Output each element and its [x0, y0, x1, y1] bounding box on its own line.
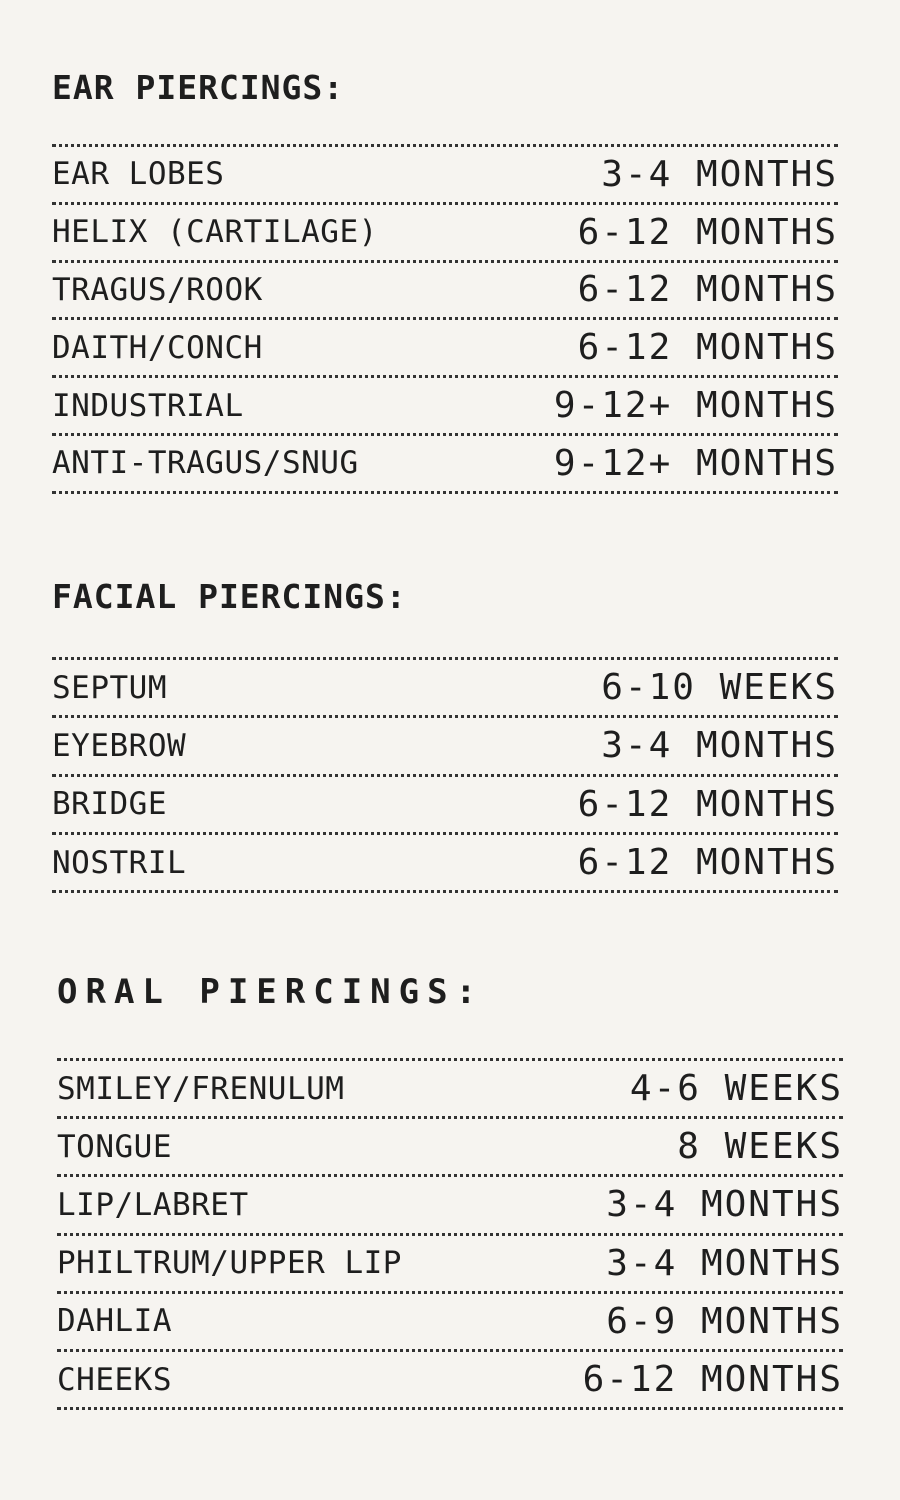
piercing-name: DAITH/CONCH [52, 329, 263, 366]
table-row [57, 1177, 843, 1235]
table-row [52, 378, 838, 436]
section-title: ORAL PIERCINGS: [57, 972, 485, 1012]
healing-time: 6-12 MONTHS [577, 269, 838, 311]
table-row [52, 660, 838, 718]
healing-time-table [57, 1058, 843, 1410]
healing-time: 3-4 MONTHS [606, 1184, 843, 1226]
healing-time: 9-12+ MONTHS [553, 385, 838, 427]
healing-time: 4-6 WEEKS [629, 1068, 843, 1110]
healing-time: 6-12 MONTHS [577, 783, 838, 825]
table-row [57, 1352, 843, 1410]
table-row [52, 320, 838, 378]
healing-time: 8 WEEKS [677, 1126, 843, 1168]
piercing-name: TONGUE [57, 1128, 172, 1165]
table-row [57, 1294, 843, 1352]
section-title: FACIAL PIERCINGS: [52, 577, 407, 616]
healing-time: 3-4 MONTHS [601, 153, 838, 195]
ear-piercings-section [52, 68, 838, 484]
table-row [57, 1236, 843, 1294]
piercing-name: HELIX (CARTILAGE) [52, 214, 378, 251]
healing-time: 6-9 MONTHS [606, 1300, 843, 1342]
healing-time-table [52, 657, 838, 893]
piercing-name: PHILTRUM/UPPER LIP [57, 1245, 402, 1282]
healing-time-table [52, 144, 838, 494]
oral-piercings-section [57, 972, 843, 1401]
piercing-name: EYEBROW [52, 727, 187, 764]
table-row [52, 147, 838, 205]
healing-time: 6-12 MONTHS [577, 211, 838, 253]
healing-time: 6-12 MONTHS [582, 1359, 843, 1401]
table-row [52, 436, 838, 494]
facial-piercings-section [52, 577, 838, 884]
table-row [52, 777, 838, 835]
table-row [52, 835, 838, 893]
piercing-name: SMILEY/FRENULUM [57, 1070, 345, 1107]
piercing-name: CHEEKS [57, 1361, 172, 1398]
healing-time: 3-4 MONTHS [601, 725, 838, 767]
piercing-name: NOSTRIL [52, 844, 187, 881]
piercing-name: SEPTUM [52, 669, 167, 706]
piercing-name: ANTI-TRAGUS/SNUG [52, 445, 359, 482]
table-row [52, 205, 838, 263]
piercing-name: EAR LOBES [52, 156, 225, 193]
piercing-name: LIP/LABRET [57, 1186, 249, 1223]
healing-time: 6-12 MONTHS [577, 842, 838, 884]
piercing-name: BRIDGE [52, 786, 167, 823]
piercing-name: TRAGUS/ROOK [52, 271, 263, 308]
table-row [52, 718, 838, 776]
table-row [57, 1061, 843, 1119]
piercing-name: INDUSTRIAL [52, 387, 244, 424]
table-row [52, 263, 838, 321]
healing-time: 9-12+ MONTHS [553, 442, 838, 484]
healing-time: 3-4 MONTHS [606, 1242, 843, 1284]
piercing-name: DAHLIA [57, 1303, 172, 1340]
healing-time: 6-10 WEEKS [601, 667, 838, 709]
table-row [57, 1119, 843, 1177]
section-title: EAR PIERCINGS: [52, 68, 345, 107]
healing-time: 6-12 MONTHS [577, 327, 838, 369]
